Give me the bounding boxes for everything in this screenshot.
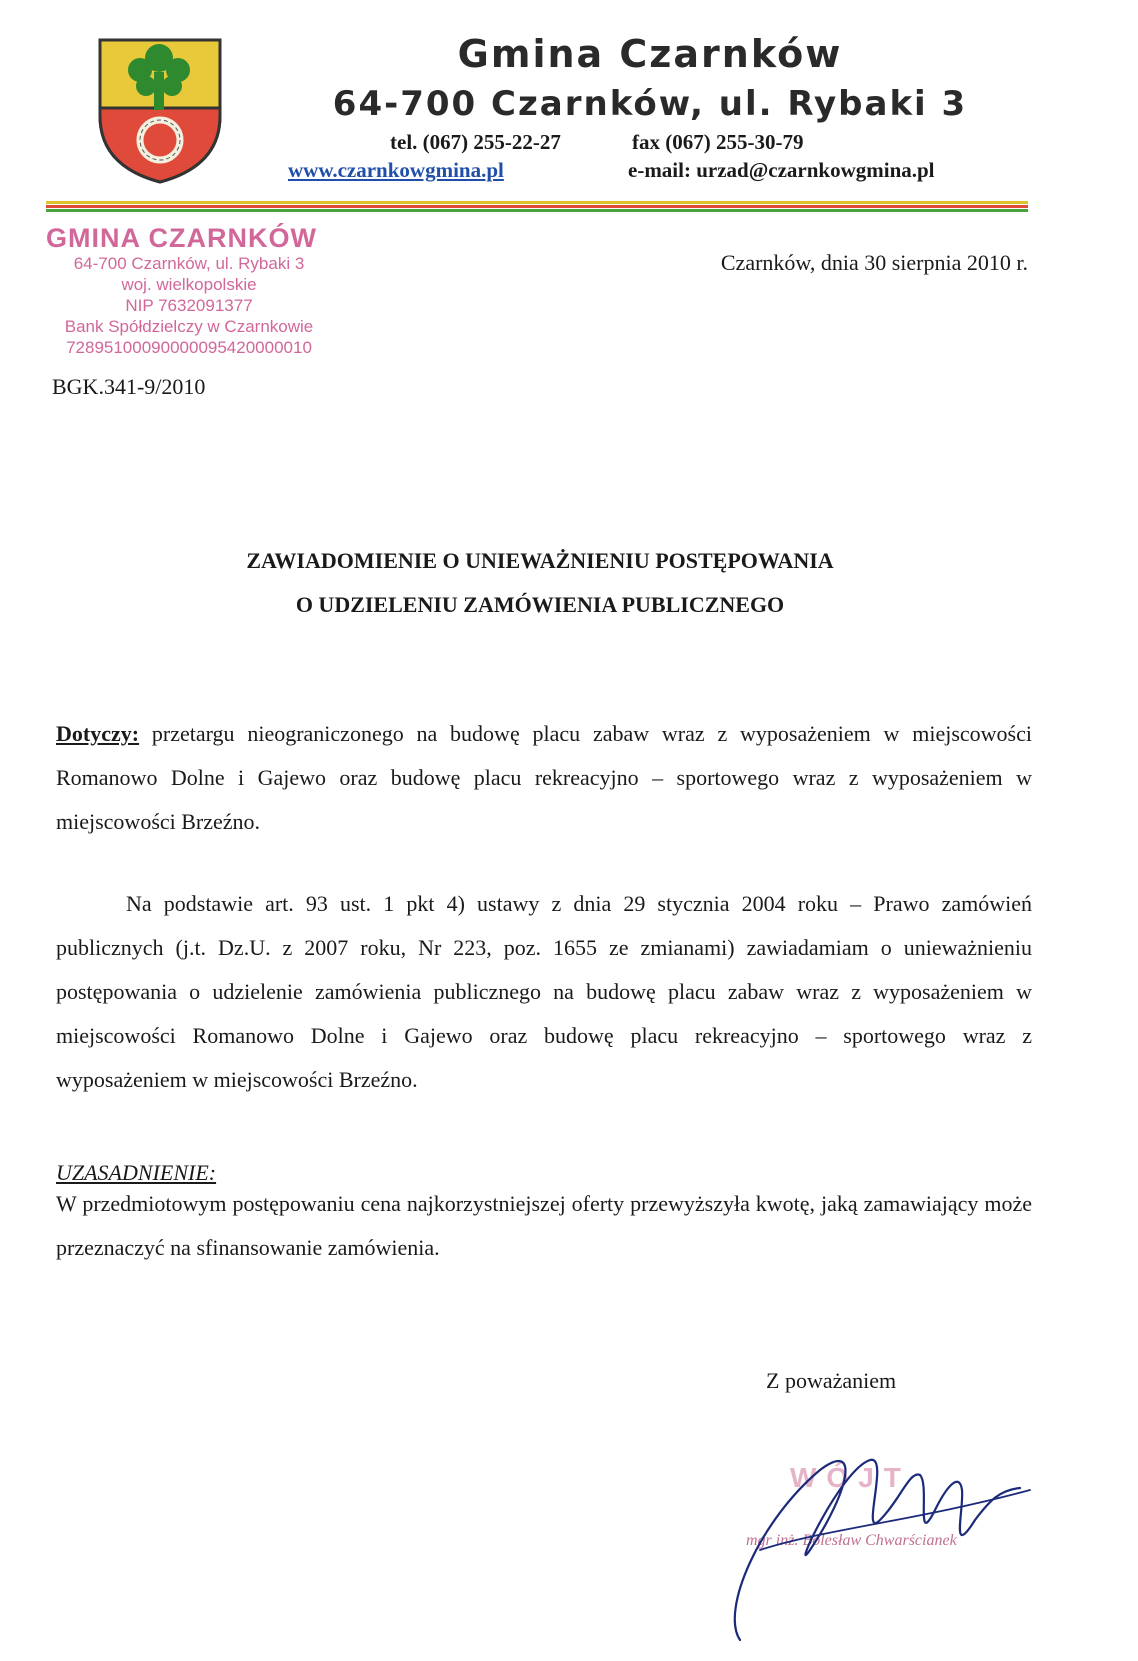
handwritten-signature bbox=[700, 1430, 1040, 1660]
header-divider-yellow bbox=[46, 201, 1028, 204]
header-org-name: Gmina Czarnków bbox=[457, 32, 843, 76]
regarding-text: przetargu nieograniczonego na budowę placu zabaw wraz z wyposażeniem w miejscowości Romanowo Dolne i Gajewo oraz budowę placu rekreacyjno – sportowego wraz z wyposażeniem w miejscowości Brzeźno. bbox=[56, 721, 1032, 834]
justification-paragraph: W przedmiotowym postępowaniu cena najkorzystniejszej oferty przewyższyła kwotę, jaką zamawiający może przeznaczyć na sfinansowanie zamówienia. bbox=[56, 1191, 1032, 1260]
header-divider-green bbox=[46, 209, 1028, 212]
stamp-line: NIP 7632091377 bbox=[125, 296, 253, 315]
coat-of-arms-icon bbox=[96, 36, 224, 186]
header-website-link[interactable]: www.czarnkowgmina.pl bbox=[288, 158, 504, 182]
header-address: 64-700 Czarnków, ul. Rybaki 3 bbox=[332, 84, 968, 124]
stamp-line: 72895100090000095420000010 bbox=[66, 338, 312, 357]
justification-label: UZASADNIENIE: bbox=[56, 1160, 217, 1185]
regarding-label: Dotyczy: bbox=[56, 721, 140, 746]
regarding-paragraph bbox=[56, 712, 1032, 844]
header-email: e-mail: urzad@czarnkowgmina.pl bbox=[628, 158, 935, 182]
header-divider-red bbox=[46, 205, 1028, 208]
stamp-org-name: GMINA CZARNKÓW bbox=[46, 223, 317, 253]
document-date: Czarnków, dnia 30 sierpnia 2010 r. bbox=[720, 250, 1028, 275]
signature-stamp-name: mgr inż. Bolesław Chwarścianek bbox=[746, 1532, 957, 1549]
header-phone: tel. (067) 255-22-27 bbox=[390, 130, 561, 154]
header-fax: fax (067) 255-30-79 bbox=[632, 130, 804, 154]
closing-salutation: Z poważaniem bbox=[766, 1368, 897, 1393]
stamp-line: Bank Spółdzielczy w Czarnkowie bbox=[64, 317, 314, 336]
signature-stamp-title: WÓJT bbox=[790, 1462, 911, 1493]
document-title-line-1: ZAWIADOMIENIE O UNIEWAŻNIENIU POSTĘPOWANIA bbox=[246, 548, 834, 573]
notice-paragraph: Na podstawie art. 93 ust. 1 pkt 4) ustawy z dnia 29 stycznia 2004 roku – Prawo zamówień publicznych (j.t. Dz.U. z 2007 roku, Nr 223, poz. 1655 ze zmianami) zawiadamiam o unieważnieniu postępowania o udzielenie zamówienia publicznego na budowę placu zabaw wraz z wyposażeniem w miejscowości Romanowo Dolne i Gajewo oraz budowę placu rekreacyjno – sportowego wraz z wyposażeniem w miejscowości Brzeźno. bbox=[56, 891, 1032, 1092]
document-title-line-2: O UDZIELENIU ZAMÓWIENIA PUBLICZNEGO bbox=[295, 592, 785, 617]
stamp-line: 64-700 Czarnków, ul. Rybaki 3 bbox=[73, 254, 305, 273]
reference-number: BGK.341-9/2010 bbox=[52, 374, 206, 399]
stamp-line: woj. wielkopolskie bbox=[121, 275, 257, 294]
